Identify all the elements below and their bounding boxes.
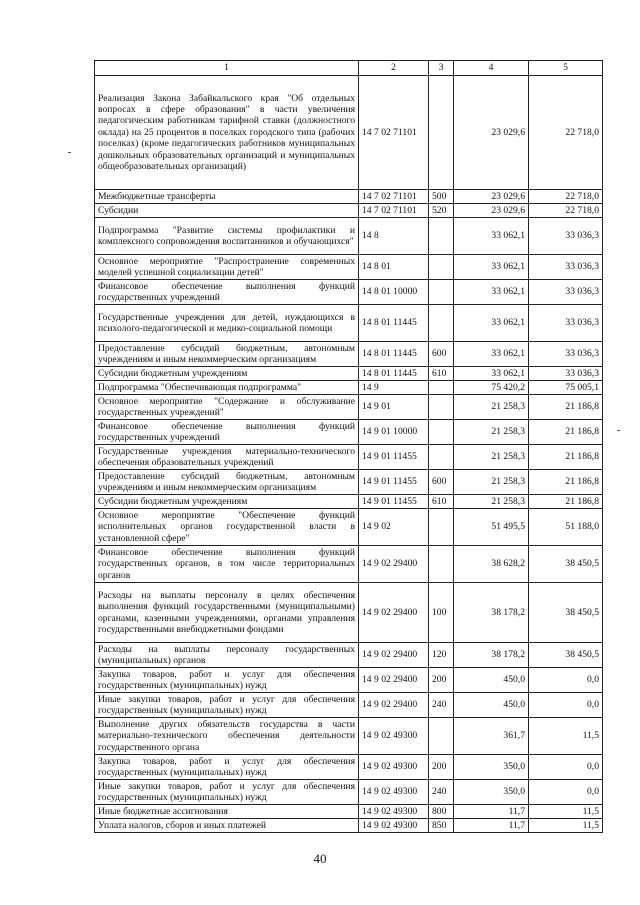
row-value-col5: 0,0 [529,693,603,718]
table-row [95,381,603,395]
row-kvr: 600 [429,342,454,367]
row-value-col4: 33 062,1 [454,255,529,280]
row-value-col4: 21 258,3 [454,470,529,495]
row-value-col5: 11,5 [529,819,603,833]
row-code: 14 9 01 [359,395,429,420]
header-col-4: 4 [454,61,529,76]
page-number: 40 [313,851,327,866]
table-row [95,76,603,190]
row-name: Реализация Закона Забайкальского края "Об отдельных вопросах в сфере образования" в части увеличения педагогическим работникам тарифной ставки (должностного оклада) на 25 процентов в поселках городского типа (рабочих поселках) (кроме педагогических работников муниципальных дошкольных образовательных организаций и муниципальных общеобразовательных организаций) [95,76,359,190]
row-code: 14 9 02 29400 [359,546,429,583]
row-name: Финансовое обеспечение выполнения функций государственных органов, в том числе территориальных органов [95,546,359,583]
table-row [95,546,603,583]
row-value-col5: 33 036,3 [529,342,603,367]
header-col-1: 1 [95,61,359,76]
row-name: Иные закупки товаров, работ и услуг для обеспечения государственных (муниципальных) нужд [95,780,359,805]
row-code: 14 9 02 49300 [359,718,429,755]
row-code: 14 9 02 49300 [359,755,429,780]
table-row [95,342,603,367]
table-row [95,805,603,819]
row-code: 14 7 02 71101 [359,190,429,204]
row-value-col4: 350,0 [454,780,529,805]
table-row [95,190,603,204]
row-name: Расходы на выплаты персоналу в целях обеспечения выполнения функций государственными (муниципальными) органами, казенными учреждениями, органами управления государственными внебюджетными фондами [95,583,359,643]
row-code: 14 8 01 11445 [359,305,429,342]
row-name: Основное мероприятие "Содержание и обслуживание государственных учреждений" [95,395,359,420]
row-kvr: 240 [429,780,454,805]
row-kvr: 800 [429,805,454,819]
table-row [95,643,603,668]
table-row [95,420,603,445]
row-name: Иные бюджетные ассигнования [95,805,359,819]
row-value-col4: 350,0 [454,755,529,780]
row-value-col5: 0,0 [529,755,603,780]
row-code: 14 8 [359,218,429,255]
row-value-col4: 23 029,6 [454,76,529,190]
row-kvr [429,509,454,546]
row-value-col4: 11,7 [454,805,529,819]
row-value-col5: 38 450,5 [529,546,603,583]
row-value-col5: 21 186,8 [529,445,603,470]
table-row [95,280,603,305]
row-code: 14 9 02 49300 [359,805,429,819]
row-value-col5: 11,5 [529,718,603,755]
row-kvr [429,280,454,305]
table-row [95,470,603,495]
row-code: 14 9 02 [359,509,429,546]
row-code: 14 9 02 29400 [359,583,429,643]
row-name: Закупка товаров, работ и услуг для обеспечения государственных (муниципальных) нужд [95,755,359,780]
table-row [95,718,603,755]
row-value-col5: 33 036,3 [529,218,603,255]
row-kvr [429,218,454,255]
row-value-col4: 450,0 [454,693,529,718]
row-name: Государственные учреждения материально-технического обеспечения образовательных учреждений [95,445,359,470]
table-row [95,693,603,718]
row-code: 14 9 02 49300 [359,819,429,833]
row-kvr [429,420,454,445]
row-code: 14 7 02 71101 [359,76,429,190]
row-code: 14 9 01 11455 [359,445,429,470]
row-value-col5: 21 186,8 [529,470,603,495]
row-value-col5: 22 718,0 [529,204,603,218]
row-kvr: 850 [429,819,454,833]
row-code: 14 8 01 11445 [359,367,429,381]
row-value-col4: 361,7 [454,718,529,755]
margin-mark [68,152,71,153]
row-value-col4: 33 062,1 [454,280,529,305]
row-code: 14 9 [359,381,429,395]
row-value-col5: 38 450,5 [529,643,603,668]
row-value-col4: 21 258,3 [454,445,529,470]
row-name: Субсидии бюджетным учреждениям [95,495,359,509]
table-row [95,305,603,342]
row-kvr: 240 [429,693,454,718]
row-name: Расходы на выплаты персоналу государственных (муниципальных) органов [95,643,359,668]
row-kvr: 600 [429,470,454,495]
row-kvr: 100 [429,583,454,643]
row-kvr: 200 [429,755,454,780]
row-value-col5: 22 718,0 [529,76,603,190]
margin-mark [617,430,620,431]
row-code: 14 7 02 71101 [359,204,429,218]
row-kvr [429,546,454,583]
row-code: 14 9 01 11455 [359,470,429,495]
row-value-col4: 33 062,1 [454,218,529,255]
table-row [95,218,603,255]
row-code: 14 9 02 29400 [359,668,429,693]
row-value-col4: 38 628,2 [454,546,529,583]
row-value-col4: 38 178,2 [454,643,529,668]
table-row [95,509,603,546]
header-row [95,61,603,76]
header-col-3: 3 [429,61,454,76]
row-kvr [429,718,454,755]
row-kvr [429,255,454,280]
row-kvr [429,395,454,420]
row-kvr: 520 [429,204,454,218]
row-value-col4: 21 258,3 [454,495,529,509]
row-code: 14 9 01 10000 [359,420,429,445]
row-code: 14 8 01 11445 [359,342,429,367]
header-col-2: 2 [359,61,429,76]
row-kvr [429,76,454,190]
row-value-col5: 21 186,8 [529,395,603,420]
row-value-col4: 33 062,1 [454,342,529,367]
row-name: Государственные учреждения для детей, нуждающихся в психолого-педагогической и медико-социальной помощи [95,305,359,342]
budget-table [94,60,603,833]
row-kvr [429,381,454,395]
table-row [95,204,603,218]
row-name: Подпрограмма "Обеспечивающая подпрограмма" [95,381,359,395]
row-name: Финансовое обеспечение выполнения функций государственных учреждений [95,280,359,305]
row-value-col5: 21 186,8 [529,495,603,509]
row-name: Предоставление субсидий бюджетным, автономным учреждениям и иным некоммерческим организациям [95,342,359,367]
row-value-col5: 11,5 [529,805,603,819]
table-row [95,755,603,780]
row-value-col5: 21 186,8 [529,420,603,445]
row-name: Иные закупки товаров, работ и услуг для обеспечения государственных (муниципальных) нужд [95,693,359,718]
row-name: Субсидии бюджетным учреждениям [95,367,359,381]
row-name: Основное мероприятие "Обеспечение функций исполнительных органов государственной власти в установленной сфере" [95,509,359,546]
table-row [95,780,603,805]
row-value-col4: 23 029,6 [454,190,529,204]
table-row [95,395,603,420]
table-row [95,255,603,280]
row-name: Финансовое обеспечение выполнения функций государственных учреждений [95,420,359,445]
row-name: Субсидии [95,204,359,218]
row-value-col4: 21 258,3 [454,420,529,445]
table-row [95,668,603,693]
row-value-col5: 51 188,0 [529,509,603,546]
row-name: Межбюджетные трансферты [95,190,359,204]
row-kvr [429,445,454,470]
row-value-col5: 33 036,3 [529,280,603,305]
header-col-5: 5 [529,61,603,76]
row-kvr: 120 [429,643,454,668]
table-row [95,819,603,833]
row-value-col5: 22 718,0 [529,190,603,204]
row-code: 14 9 02 49300 [359,780,429,805]
row-value-col4: 23 029,6 [454,204,529,218]
row-value-col4: 33 062,1 [454,305,529,342]
row-code: 14 9 01 11455 [359,495,429,509]
row-code: 14 8 01 [359,255,429,280]
row-name: Предоставление субсидий бюджетным, автономным учреждениям и иным некоммерческим организациям [95,470,359,495]
row-value-col4: 75 420,2 [454,381,529,395]
row-name: Основное мероприятие "Распространение современных моделей успешной социализации детей" [95,255,359,280]
row-value-col4: 33 062,1 [454,367,529,381]
row-value-col4: 51 495,5 [454,509,529,546]
row-code: 14 9 02 29400 [359,693,429,718]
row-kvr [429,305,454,342]
row-value-col5: 33 036,3 [529,367,603,381]
row-value-col5: 33 036,3 [529,255,603,280]
row-code: 14 8 01 10000 [359,280,429,305]
row-value-col5: 0,0 [529,668,603,693]
row-value-col4: 38 178,2 [454,583,529,643]
row-value-col5: 38 450,5 [529,583,603,643]
row-code: 14 9 02 29400 [359,643,429,668]
row-kvr: 500 [429,190,454,204]
row-name: Уплата налогов, сборов и иных платежей [95,819,359,833]
row-value-col4: 450,0 [454,668,529,693]
row-name: Закупка товаров, работ и услуг для обеспечения государственных (муниципальных) нужд [95,668,359,693]
row-value-col5: 0,0 [529,780,603,805]
row-name: Выполнение других обязательств государства в части материально-технического обеспечения деятельности государственного органа [95,718,359,755]
row-kvr: 200 [429,668,454,693]
table-row [95,495,603,509]
table-row [95,583,603,643]
row-kvr: 610 [429,495,454,509]
row-kvr: 610 [429,367,454,381]
table-row [95,445,603,470]
row-value-col4: 21 258,3 [454,395,529,420]
row-value-col5: 33 036,3 [529,305,603,342]
table-row [95,367,603,381]
row-name: Подпрограмма "Развитие системы профилактики и комплексного сопровождения воспитанников и обучающихся" [95,218,359,255]
row-value-col4: 11,7 [454,819,529,833]
row-value-col5: 75 005,1 [529,381,603,395]
